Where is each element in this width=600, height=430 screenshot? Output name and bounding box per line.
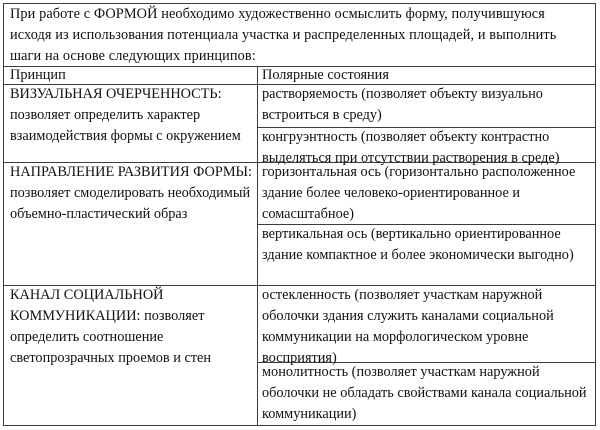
row-2-state-1: горизонтальная ось (горизонтально расположенное здание более человеко-ориентированное и сомасштабное) [262,164,576,222]
row-1-state-2: конгруэнтность (позволяет объекту контрастно выделяться при отсутствии растворения в среде) [262,129,560,166]
row-3-state-1: остекленность (позволяет участкам наружной оболочки здания служить каналами социальной коммуникации на морфологическом уровне восприятия) [262,287,554,366]
row-3-principle: КАНАЛ СОЦИАЛЬНОЙ КОММУНИКАЦИИ: позволяет определить соотношение светопрозрачных проемов и стен [10,287,212,366]
row-3-state-2: монолитность (позволяет участкам наружной оболочки не обладать свойствами канала социальной коммуникации) [262,364,587,422]
row-2-state-2: вертикальная ось (вертикально ориентированное здание компактное и более экономически выгодно) [262,226,574,263]
row-1-principle: ВИЗУАЛЬНАЯ ОЧЕРЧЕННОСТЬ: позволяет определить характер взаимодействия формы с окружением [10,86,241,144]
header-states: Полярные состояния [262,67,389,83]
header-principle: Принцип [10,67,66,83]
row-2-principle: НАПРАВЛЕНИЕ РАЗВИТИЯ ФОРМЫ: позволяет смоделировать необходимый объемно-пластический образ [10,164,252,222]
intro-paragraph: При работе с ФОРМОЙ необходимо художественно осмыслить форму, получившуюся исходя из использования потенциала участка и распределенных площадей, и выполнить шаги на основе следующих принципов: [10,6,557,64]
column-divider [257,66,258,426]
row-1-state-1: растворяемость (позволяет объекту визуально встроиться в среду) [262,86,543,123]
